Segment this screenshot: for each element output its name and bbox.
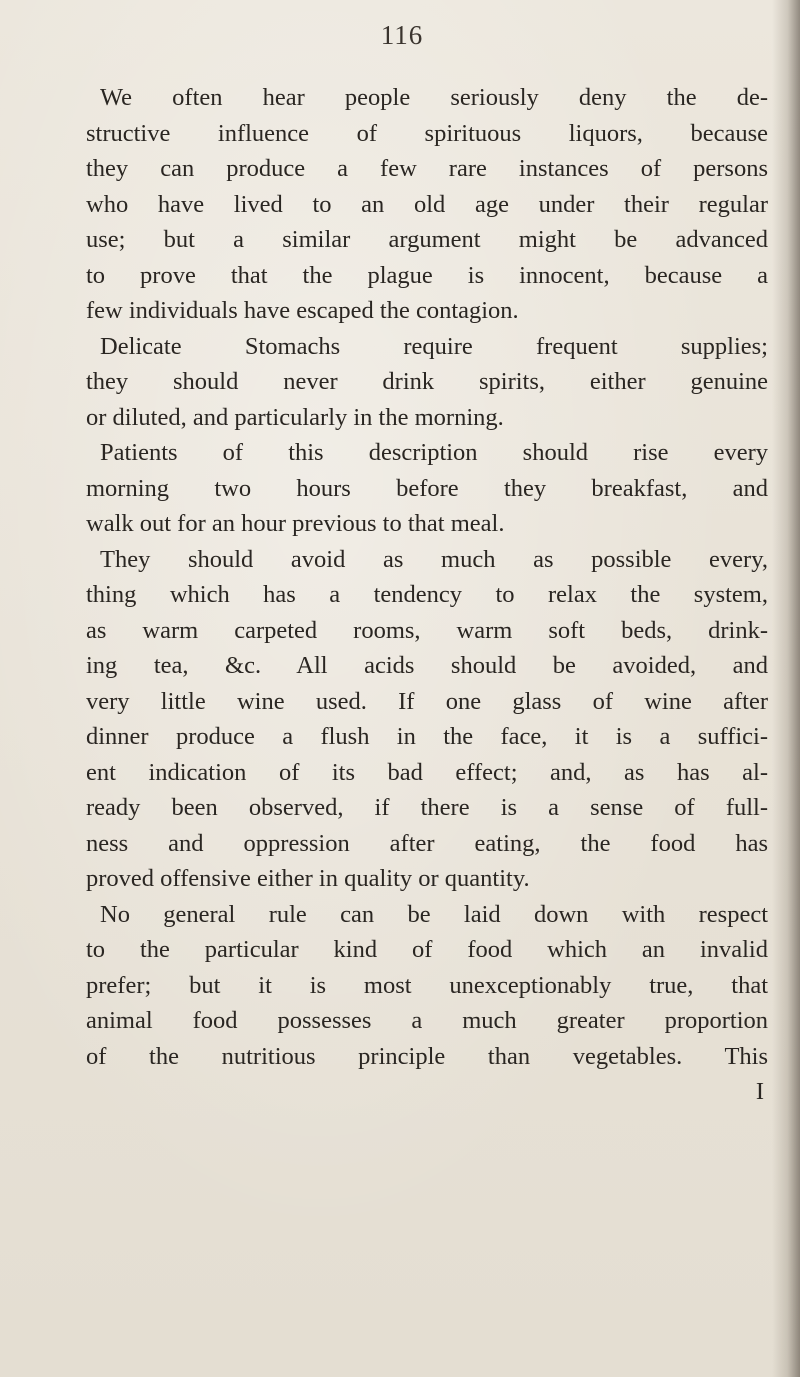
text-line: Patients of this description should rise every <box>100 439 768 466</box>
text-line: animal food possesses a much greater proportion <box>86 1007 768 1034</box>
text-line: very little wine used. If one glass of wine after <box>86 687 768 715</box>
text-line: ness and oppression after eating, the food has <box>86 829 768 857</box>
text-line: to the particular kind of food which an invalid <box>86 936 768 963</box>
text-line: walk out for an hour previous to that meal. <box>86 510 505 537</box>
text-line: prefer; but it is most unexceptionably true, that <box>86 971 768 999</box>
catchword: I <box>755 1078 764 1105</box>
text-line: ent indication of its bad effect; and, as has al- <box>86 758 768 786</box>
text-line: they should never drink spirits, either genuine <box>86 368 768 395</box>
text-line: ready been observed, if there is a sense of full- <box>86 794 768 821</box>
text-line: They should avoid as much as possible every, <box>100 545 768 573</box>
text-line: who have lived to an old age under their regular <box>86 190 768 218</box>
text-line: proved offensive either in quality or quantity. <box>86 865 530 892</box>
text-line: to prove that the plague is innocent, because a <box>86 261 768 289</box>
text-line: morning two hours before they breakfast, and <box>86 474 768 502</box>
text-line: structive influence of spirituous liquors, because <box>86 119 768 147</box>
text-line: No general rule can be laid down with respect <box>100 900 768 928</box>
body-text <box>86 80 768 1110</box>
text-line: Delicate Stomachs require frequent supplies; <box>100 332 768 360</box>
text-line: dinner produce a flush in the face, it is a suffici- <box>86 723 768 750</box>
text-line: of the nutritious principle than vegetables. This <box>86 1042 768 1070</box>
page-number: 116 <box>380 20 424 50</box>
text-line: or diluted, and particularly in the morning. <box>86 403 504 431</box>
text-line: few individuals have escaped the contagion. <box>86 297 519 324</box>
text-line: thing which has a tendency to relax the system, <box>86 581 768 608</box>
page-edge-shadow <box>772 0 800 1377</box>
text-line: We often hear people seriously deny the de- <box>100 84 768 111</box>
text-line: as warm carpeted rooms, warm soft beds, drink- <box>86 616 768 644</box>
text-line: use; but a similar argument might be advanced <box>86 226 768 253</box>
text-line: they can produce a few rare instances of persons <box>86 155 768 182</box>
text-line: ing tea, &c. All acids should be avoided, and <box>86 652 768 679</box>
